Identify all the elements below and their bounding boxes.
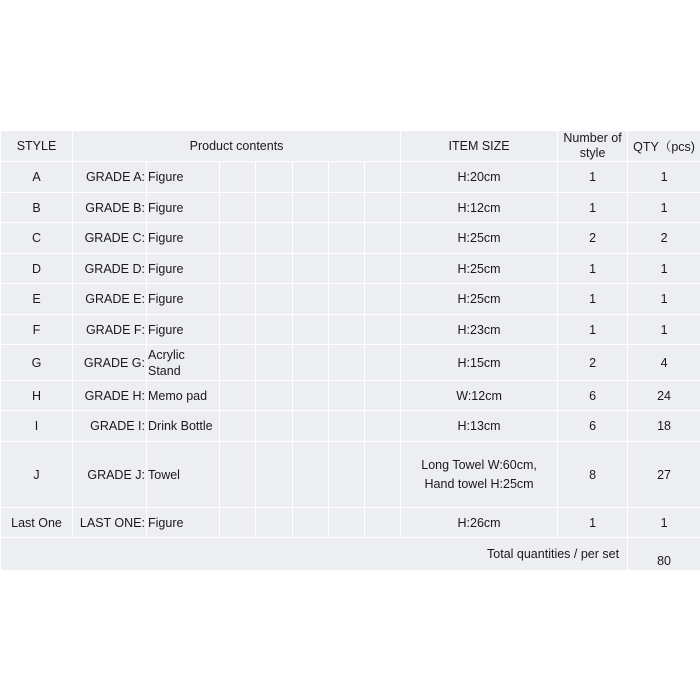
table-row [1, 411, 700, 442]
cell-grade: GRADE C: [73, 223, 147, 254]
cell-item: Towel [147, 442, 220, 508]
cell-grade: GRADE B: [73, 193, 147, 223]
cell-qty: 24 [628, 381, 700, 411]
table-row [1, 223, 700, 254]
cell-num-style: 1 [558, 284, 628, 315]
cell-style: B [1, 193, 73, 223]
cell-num-style: 2 [558, 345, 628, 381]
header-number-of-style-line2: style [579, 146, 606, 160]
cell-num-style: 1 [558, 254, 628, 284]
cell-num-style: 8 [558, 442, 628, 508]
table-row [1, 162, 700, 193]
cell-style: E [1, 284, 73, 315]
cell-item: Memo pad [147, 381, 220, 411]
cell-grade: LAST ONE: [73, 508, 147, 538]
header-number-of-style [558, 131, 628, 162]
cell-item-line1: Acrylic [148, 347, 185, 362]
cell-style: Last One [1, 508, 73, 538]
table-row [1, 284, 700, 315]
table-row [1, 193, 700, 223]
cell-grade: GRADE H: [73, 381, 147, 411]
cell-grade: GRADE I: [73, 411, 147, 442]
cell-num-style: 1 [558, 193, 628, 223]
table-row [1, 381, 700, 411]
cell-size: H:13cm [401, 411, 558, 442]
cell-item: Figure [147, 315, 220, 345]
cell-size-line2: Hand towel H:25cm [424, 476, 534, 491]
cell-num-style: 6 [558, 381, 628, 411]
header-qty: QTY（pcs) [628, 131, 700, 162]
cell-item: Drink Bottle [147, 411, 220, 442]
cell-size: H:26cm [401, 508, 558, 538]
cell-style: D [1, 254, 73, 284]
header-number-of-style-line1: Number of [563, 131, 622, 145]
cell-grade: GRADE E: [73, 284, 147, 315]
cell-qty: 18 [628, 411, 700, 442]
cell-qty: 1 [628, 193, 700, 223]
cell-style: G [1, 345, 73, 381]
cell-size: H:25cm [401, 284, 558, 315]
total-value: 80 [628, 538, 700, 570]
cell-size [401, 442, 558, 508]
table-row [1, 315, 700, 345]
cell-grade: GRADE J: [73, 442, 147, 508]
cell-qty: 1 [628, 162, 700, 193]
header-row [1, 131, 700, 162]
cell-num-style: 1 [558, 162, 628, 193]
cell-item: Figure [147, 162, 220, 193]
total-row [1, 538, 700, 570]
cell-grade: GRADE F: [73, 315, 147, 345]
table-row [1, 442, 700, 508]
cell-grade: GRADE G: [73, 345, 147, 381]
cell-grade: GRADE D: [73, 254, 147, 284]
cell-qty: 27 [628, 442, 700, 508]
cell-size-line1: Long Towel W:60cm, [421, 457, 537, 472]
table-row [1, 254, 700, 284]
cell-item [147, 345, 220, 381]
header-style: STYLE [1, 131, 73, 162]
cell-grade: GRADE A: [73, 162, 147, 193]
cell-num-style: 6 [558, 411, 628, 442]
cell-size: H:12cm [401, 193, 558, 223]
cell-style: H [1, 381, 73, 411]
product-table-container [0, 130, 700, 570]
product-table [0, 130, 700, 570]
cell-qty: 2 [628, 223, 700, 254]
cell-size: H:20cm [401, 162, 558, 193]
total-label: Total quantities / per set [1, 538, 628, 570]
cell-style: J [1, 442, 73, 508]
cell-qty: 1 [628, 254, 700, 284]
cell-style: I [1, 411, 73, 442]
cell-style: A [1, 162, 73, 193]
header-item-size: ITEM SIZE [401, 131, 558, 162]
cell-qty: 4 [628, 345, 700, 381]
cell-qty: 1 [628, 284, 700, 315]
cell-style: F [1, 315, 73, 345]
cell-num-style: 2 [558, 223, 628, 254]
cell-num-style: 1 [558, 508, 628, 538]
cell-item: Figure [147, 508, 220, 538]
cell-size: H:25cm [401, 223, 558, 254]
cell-item-line2: Stand [148, 363, 181, 378]
cell-size: H:23cm [401, 315, 558, 345]
cell-item: Figure [147, 223, 220, 254]
cell-style: C [1, 223, 73, 254]
cell-size: W:12cm [401, 381, 558, 411]
cell-item: Figure [147, 254, 220, 284]
cell-size: H:25cm [401, 254, 558, 284]
cell-qty: 1 [628, 315, 700, 345]
table-row [1, 345, 700, 381]
cell-item: Figure [147, 193, 220, 223]
cell-qty: 1 [628, 508, 700, 538]
header-product-contents: Product contents [73, 131, 401, 162]
cell-size: H:15cm [401, 345, 558, 381]
cell-item: Figure [147, 284, 220, 315]
cell-num-style: 1 [558, 315, 628, 345]
table-row [1, 508, 700, 538]
